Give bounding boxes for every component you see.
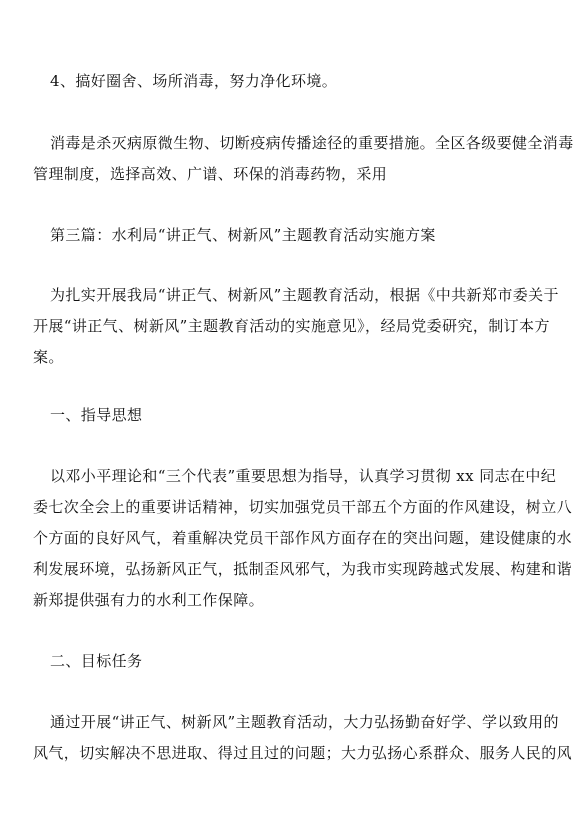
text-line: 新郑提供强有力的水利工作保障。 <box>33 591 265 609</box>
text-line: 4、搞好圈舍、场所消毒，努力净化环境。 <box>50 72 338 90</box>
paragraph-goals-tasks <box>33 707 573 769</box>
text-line: 案。 <box>33 348 64 366</box>
paragraph-guiding-ideology <box>33 461 573 616</box>
text-line: 第三篇：水利局“讲正气、树新风”主题教育活动实施方案 <box>50 226 436 244</box>
text-line: 一、指导思想 <box>50 406 143 424</box>
section-title-part3 <box>33 220 549 251</box>
text-line: 以邓小平理论和“三个代表”重要思想为指导，认真学习贯彻 xx 同志在中纪 <box>50 467 557 485</box>
text-line: 消毒是杀灭病原微生物、切断疫病传播途径的重要措施。全区各级要健全消毒 <box>50 134 574 152</box>
text-line: 管理制度，选择高效、广谱、环保的消毒药物，采用 <box>33 165 388 183</box>
text-line: 二、目标任务 <box>50 652 143 670</box>
paragraph-intro <box>33 280 559 373</box>
text-line: 风气，切实解决不思进取、得过且过的问题；大力弘扬心系群众、服务人民的风 <box>33 744 573 762</box>
text-line: 委七次全会上的重要讲话精神，切实加强党员干部五个方面的作风建设，树立八 <box>33 498 573 516</box>
text-line: 利发展环境，弘扬新风正气，抵制歪风邪气，为我市实现跨越式发展、构建和谐 <box>33 560 573 578</box>
text-line: 通过开展“讲正气、树新风”主题教育活动，大力弘扬勤奋好学、学以致用的 <box>50 713 559 731</box>
text-line: 个方面的良好风气，着重解决党员干部作风方面存在的突出问题，建设健康的水 <box>33 529 573 547</box>
heading-goals-tasks <box>33 646 549 677</box>
heading-guiding-ideology <box>33 400 549 431</box>
paragraph-disinfection <box>33 128 574 190</box>
paragraph-item-4 <box>33 66 549 97</box>
text-line: 为扎实开展我局“讲正气、树新风”主题教育活动，根据《中共新郑市委关于 <box>50 286 559 304</box>
text-line: 开展“讲正气、树新风”主题教育活动的实施意见》，经局党委研究，制订本方 <box>33 317 550 335</box>
